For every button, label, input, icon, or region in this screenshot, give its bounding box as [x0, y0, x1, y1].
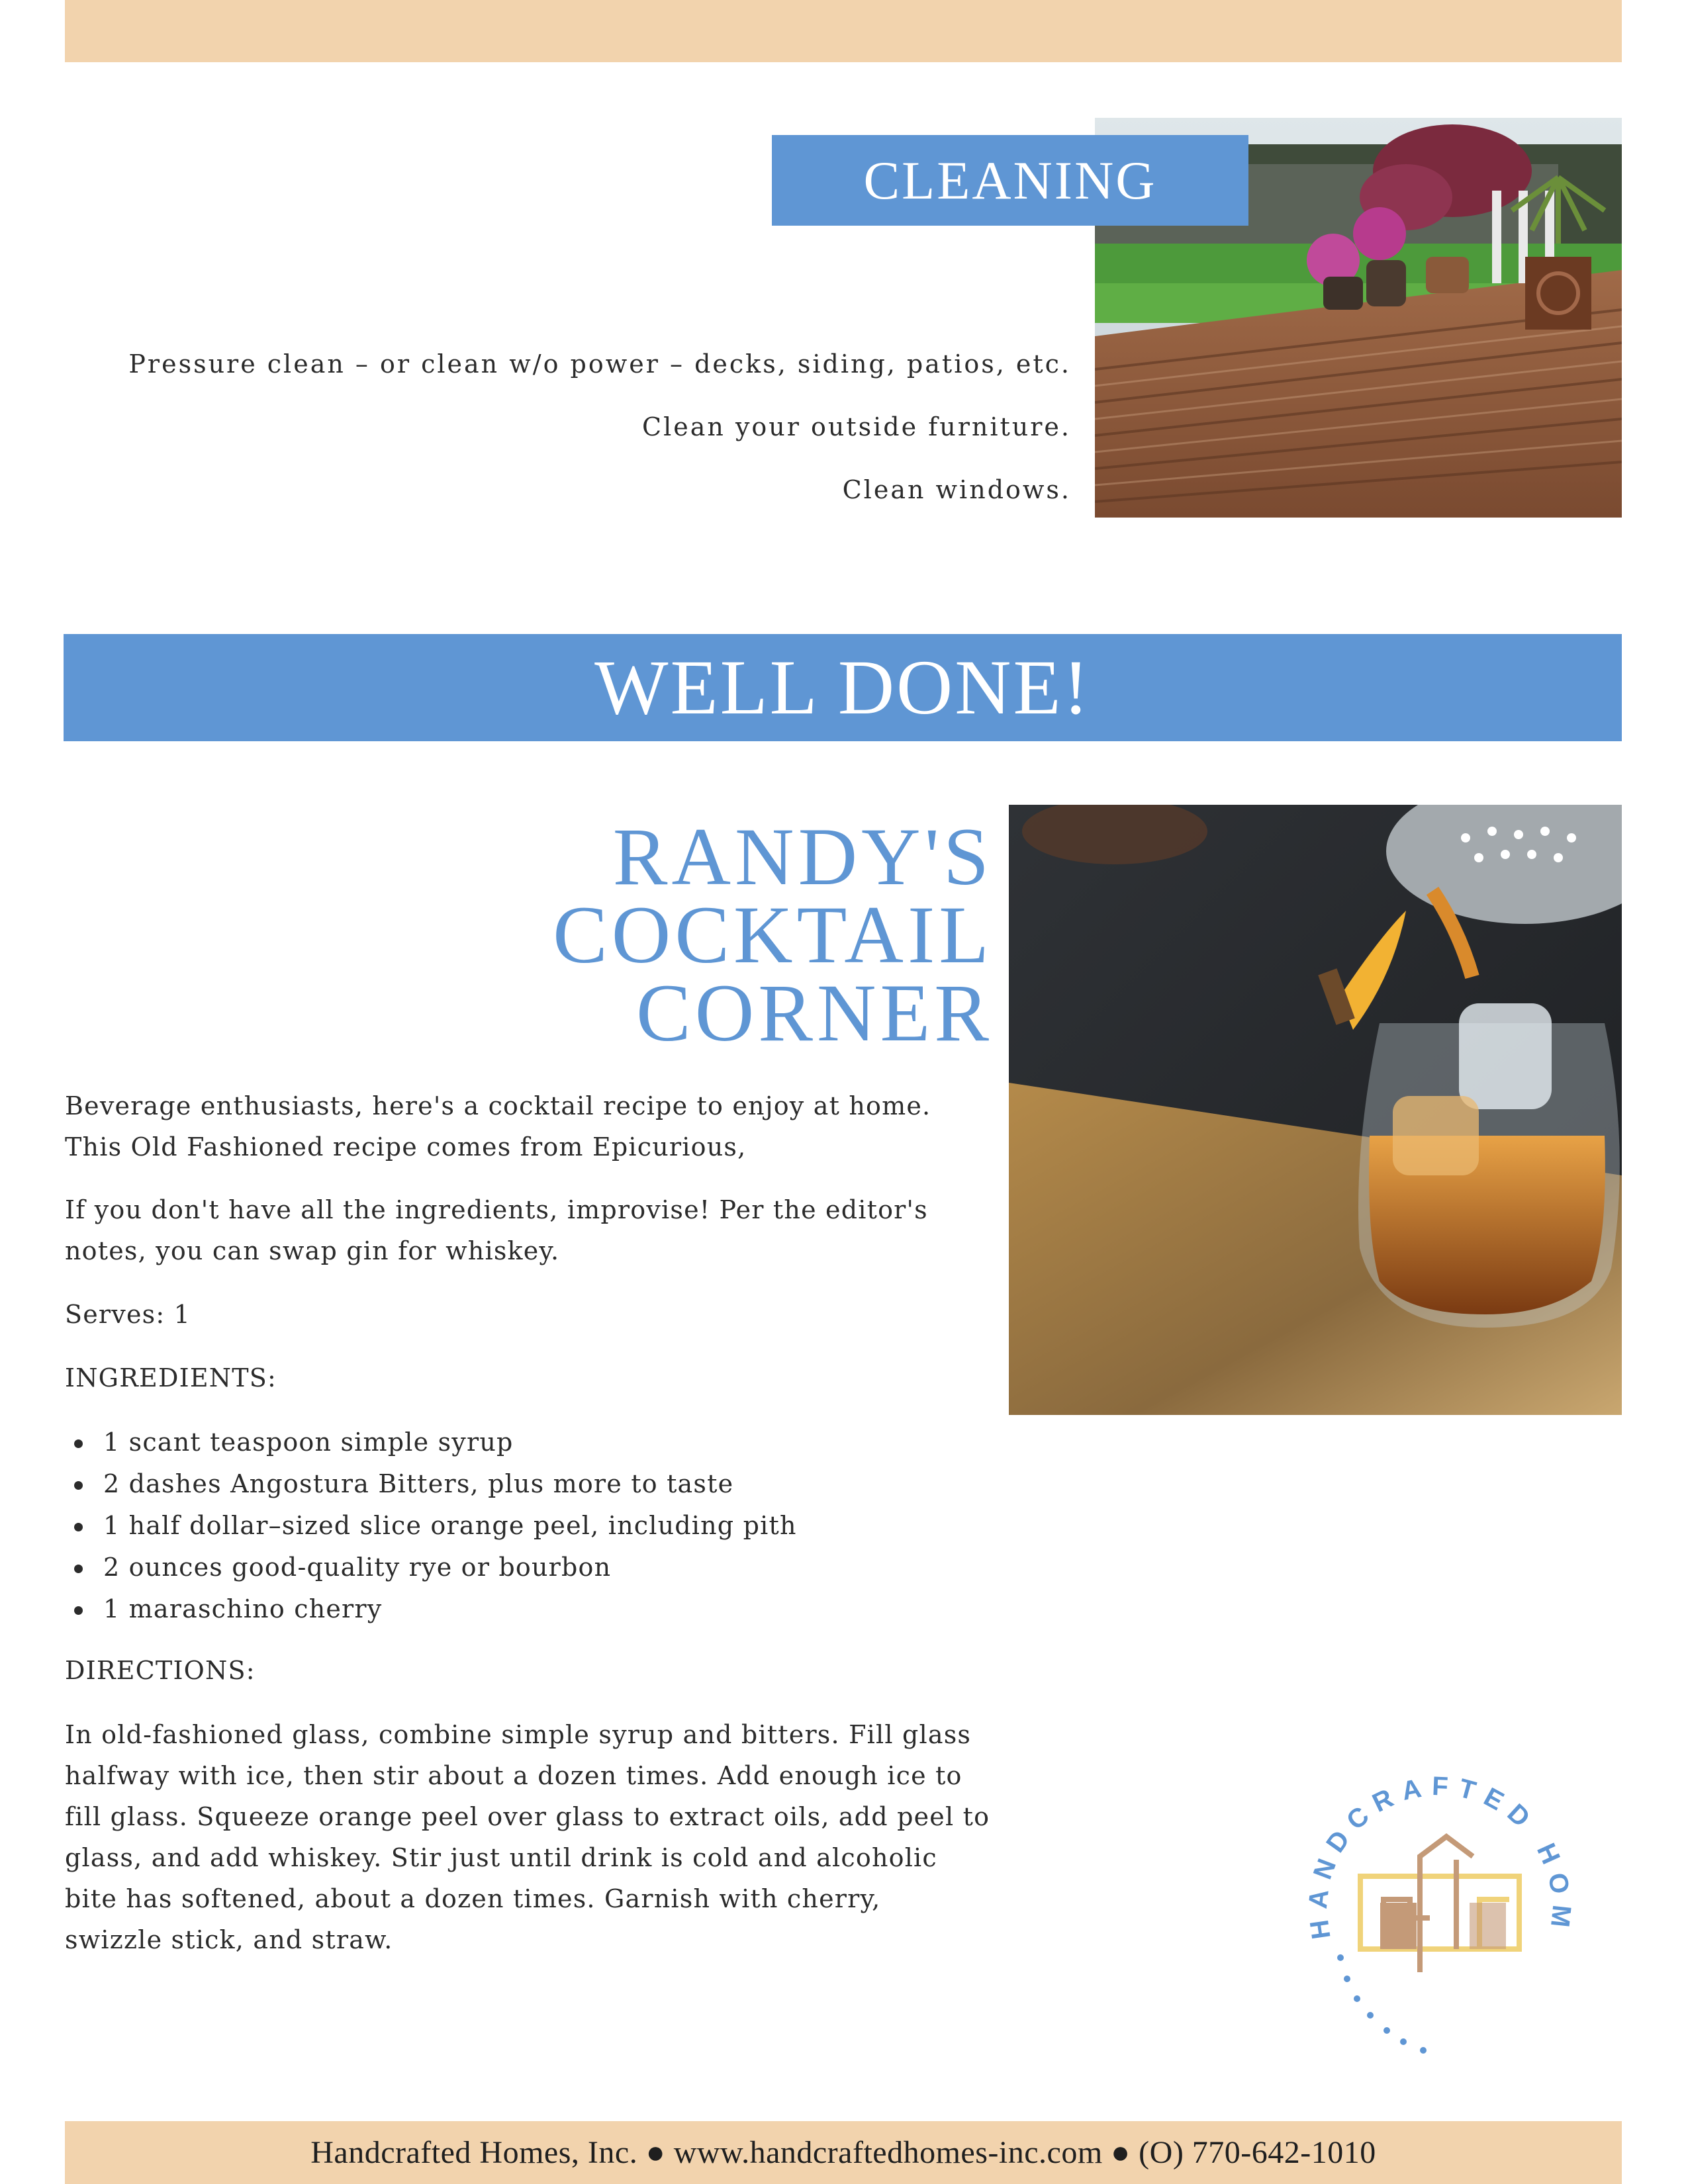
directions-line-1: In old-fashioned glass, combine simple syrup and bitters. Fill glass	[65, 1720, 972, 1749]
logo-ring-text: HANDCRAFTED HOM	[1303, 1771, 1577, 1941]
directions-line-5: bite has softened, about a dozen times. Garnish with cherry,	[65, 1884, 881, 1913]
cocktail-photo	[1009, 805, 1622, 1415]
well-done-banner	[64, 634, 1622, 741]
well-done-heading: WELL DONE!	[594, 644, 1091, 731]
directions-paragraph	[65, 1714, 1018, 1960]
directions-heading: DIRECTIONS:	[65, 1656, 256, 1685]
directions-line-4: glass, and add whiskey. Stir just until drink is cold and alcoholic	[65, 1843, 937, 1872]
cocktail-corner-title	[397, 811, 993, 1058]
cleaning-line-3: Clean windows.	[842, 475, 1071, 504]
handcrafted-homes-logo	[1291, 1747, 1589, 2091]
cleaning-line-2: Clean your outside furniture.	[642, 412, 1071, 441]
ingredients-heading: INGREDIENTS:	[65, 1363, 277, 1392]
intro-line-1: Beverage enthusiasts, here's a cocktail recipe to enjoy at home.	[65, 1091, 931, 1120]
title-line-2: COCKTAIL	[553, 889, 993, 980]
cleaning-heading: CLEANING	[863, 150, 1157, 210]
improvise-line-1: If you don't have all the ingredients, improvise! Per the editor's	[65, 1195, 928, 1224]
improvise-paragraph	[65, 1189, 1018, 1271]
footer-contact: Handcrafted Homes, Inc. ● www.handcraftedhomes-inc.com ● (O) 770-642-1010	[310, 2135, 1376, 2170]
intro-paragraph	[65, 1085, 1018, 1167]
title-line-1: RANDY'S	[612, 811, 993, 902]
ingredients-list	[65, 1422, 797, 1630]
serves-text: Serves: 1	[65, 1300, 191, 1329]
ingredient-item: 1 half dollar–sized slice orange peel, including pith	[65, 1505, 797, 1547]
cleaning-heading-banner	[772, 135, 1248, 226]
ingredient-item: 1 maraschino cherry	[65, 1588, 797, 1630]
directions-line-6: swizzle stick, and straw.	[65, 1925, 393, 1954]
top-accent-bar	[65, 0, 1622, 62]
footer-bar	[65, 2121, 1622, 2184]
directions-line-2: halfway with ice, then stir about a dozen times. Add enough ice to	[65, 1761, 962, 1790]
cleaning-line-1: Pressure clean – or clean w/o power – decks, siding, patios, etc.	[128, 349, 1071, 379]
improvise-line-2: notes, you can swap gin for whiskey.	[65, 1236, 560, 1265]
title-line-3: CORNER	[636, 968, 993, 1058]
ingredient-item: 1 scant teaspoon simple syrup	[65, 1422, 797, 1463]
directions-line-3: fill glass. Squeeze orange peel over glass to extract oils, add peel to	[65, 1802, 990, 1831]
intro-line-2: This Old Fashioned recipe comes from Epicurious,	[65, 1132, 747, 1161]
ingredient-item: 2 dashes Angostura Bitters, plus more to taste	[65, 1463, 797, 1505]
ingredient-item: 2 ounces good-quality rye or bourbon	[65, 1547, 797, 1588]
